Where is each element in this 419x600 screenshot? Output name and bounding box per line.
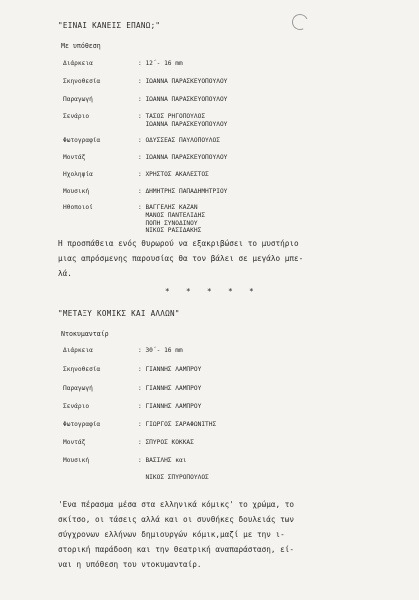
credit-row: Σενάριο : ΤΑΣΟΣ ΡΗΓΟΠΟΥΛΟΣ ΙΩΑΝΝΑ ΠΑΡΑΣΚΕΥΟΠΟΥΛΟΥ [63, 113, 228, 128]
synopsis-line: ναι η υπόθεση του ντοκυμανταίρ. [58, 560, 202, 569]
film-title-2: "ΜΕΤΑΞΥ ΚΟΜΙΚΣ ΚΑΙ ΑΛΛΩΝ" [58, 309, 180, 318]
credit-name: 12΄- 16 mm [145, 60, 183, 67]
credit-row: Μουσική : ΔΗΜΗΤΡΗΣ ΠΑΠΑΔΗΜΗΤΡΙΟΥ [63, 188, 228, 195]
synopsis-line: στορική παράδοση και την θεατρική αναπαράσταση, εί- [58, 545, 295, 554]
credit-row: Φωτογραφία : ΟΔΥΣΣΕΑΣ ΠΑΥΛΟΠΟΥΛΟΣ [63, 137, 220, 144]
credit-name: ΓΙΑΝΝΗΣ ΛΑΜΠΡΟΥ [145, 385, 202, 392]
synopsis-line: 'Ενα πέρασμα μέσα στα ελληνικά κόμικς' το χρώμα, το [58, 500, 295, 509]
credit-name: ΙΩΑΝΝΑ ΠΑΡΑΣΚΕΥΟΠΟΥΛΟΥ [145, 96, 228, 103]
film-subtitle-2: Ντοκυμανταίρ [61, 330, 109, 338]
credit-name: ΙΩΑΝΝΑ ΠΑΡΑΣΚΕΥΟΠΟΥΛΟΥ [145, 154, 228, 161]
credit-name: ΙΩΑΝΝΑ ΠΑΡΑΣΚΕΥΟΠΟΥΛΟΥ [145, 78, 228, 85]
credit-name: ΧΡΗΣΤΟΣ ΑΚΑΛΕΣΤΟΣ [145, 171, 209, 178]
credit-name: ΔΗΜΗΤΡΗΣ ΠΑΠΑΔΗΜΗΤΡΙΟΥ [145, 188, 228, 195]
credit-name: ΒΑΓΓΕΛΗΣ ΚΑΖΑΝ [145, 204, 198, 211]
credit-name: ΝΙΚΟΣ ΡΑΣΙΔΑΚΗΣ [145, 227, 202, 235]
credit-role: Σενάριο [63, 113, 90, 120]
credit-row: Σκηνοθεσία : ΓΙΑΝΝΗΣ ΛΑΜΠΡΟΥ [63, 366, 202, 373]
credit-row: Μουσική : ΒΑΣΙΛΗΣ και ΝΙΚΟΣ ΣΠΥΡΟΠΟΥΛΟΣ [63, 457, 209, 481]
credit-role: Παραγωγή [63, 96, 93, 103]
credit-role: Φωτογραφία [63, 137, 101, 144]
credit-row: Μοντάζ : ΙΩΑΝΝΑ ΠΑΡΑΣΚΕΥΟΠΟΥΛΟΥ [63, 154, 228, 161]
credit-name: ΝΙΚΟΣ ΣΠΥΡΟΠΟΥΛΟΣ [145, 473, 209, 481]
credit-name: ΤΑΣΟΣ ΡΗΓΟΠΟΥΛΟΣ [145, 113, 206, 120]
credit-name: ΟΔΥΣΣΕΑΣ ΠΑΥΛΟΠΟΥΛΟΣ [145, 137, 220, 144]
credit-name: ΒΑΣΙΛΗΣ και [145, 457, 187, 464]
credit-name: ΓΙΩΡΓΟΣ ΣΑΡΑΦΩΝΙΤΗΣ [145, 421, 217, 428]
film-subtitle-1: Με υπόθεση [61, 42, 101, 50]
credit-row: Παραγωγή : ΓΙΑΝΝΗΣ ΛΑΜΠΡΟΥ [63, 385, 202, 392]
synopsis-line: λά. [58, 269, 72, 278]
synopsis-paragraph-1 [58, 236, 378, 281]
credit-name: ΙΩΑΝΝΑ ΠΑΡΑΣΚΕΥΟΠΟΥΛΟΥ [145, 120, 228, 128]
credit-row: Διάρκεια : 30΄- 16 mm [63, 347, 183, 354]
credit-role: Ηχοληψία [63, 171, 93, 178]
credit-role: Μοντάζ [63, 154, 86, 161]
credit-role: Μουσική [63, 188, 90, 195]
credit-role: Σκηνοθεσία [63, 366, 101, 373]
credit-row: Σκηνοθεσία : ΙΩΑΝΝΑ ΠΑΡΑΣΚΕΥΟΠΟΥΛΟΥ [63, 78, 228, 85]
credit-role: Σενάριο [63, 403, 90, 410]
credit-name: ΓΙΑΝΝΗΣ ΛΑΜΠΡΟΥ [145, 403, 202, 410]
synopsis-line: μιας απρόσμενης παρουσίας θα τον βάλει σε μεγάλο μπε- [58, 254, 304, 263]
punch-hole-mark [290, 12, 311, 33]
synopsis-paragraph-2 [58, 497, 378, 572]
credit-name: ΜΑΝΟΣ ΠΑΝΤΕΛΙΔΗΣ [145, 211, 206, 219]
credit-name: ΣΠΥΡΟΣ ΚΟΚΚΑΣ [145, 439, 194, 446]
credit-role: Διάρκεια [63, 60, 93, 67]
credit-row: Παραγωγή : ΙΩΑΝΝΑ ΠΑΡΑΣΚΕΥΟΠΟΥΛΟΥ [63, 96, 228, 103]
synopsis-line: Η προσπάθεια ενός θυρωρού να εξακριβώσει το μυστήριο [58, 239, 299, 248]
film-title-1: "ΕΙΝΑΙ ΚΑΝΕΙΣ ΕΠΑΝΩ;" [58, 21, 161, 30]
credit-role: Μοντάζ [63, 439, 86, 446]
credit-row: Φωτογραφία : ΓΙΩΡΓΟΣ ΣΑΡΑΦΩΝΙΤΗΣ [63, 421, 217, 428]
credit-row: Μοντάζ : ΣΠΥΡΟΣ ΚΟΚΚΑΣ [63, 439, 194, 446]
synopsis-line: σκίτσο, οι τάσεις αλλά και οι συνθήκες δουλειάς των [58, 515, 295, 524]
section-divider-stars: * * * * * [165, 287, 260, 296]
credit-name: ΠΟΠΗ ΣΥΝΟΔΙΝΟΥ [145, 219, 198, 227]
credit-name: 30΄- 16 mm [145, 347, 183, 354]
credit-role: Παραγωγή [63, 385, 93, 392]
credit-row: Σενάριο : ΓΙΑΝΝΗΣ ΛΑΜΠΡΟΥ [63, 403, 202, 410]
credit-role: Ηθοποιοί [63, 204, 93, 211]
credit-name: ΓΙΑΝΝΗΣ ΛΑΜΠΡΟΥ [145, 366, 202, 373]
credit-role: Μουσική [63, 457, 90, 464]
credit-role: Σκηνοθεσία [63, 78, 101, 85]
credit-row: Ηθοποιοί : ΒΑΓΓΕΛΗΣ ΚΑΖΑΝ ΜΑΝΟΣ ΠΑΝΤΕΛΙΔΗΣ ΠΟΠΗ ΣΥΝΟΔΙΝΟΥ ΝΙΚΟΣ ΡΑΣΙΔΑΚΗΣ [63, 204, 206, 235]
credit-row: Διάρκεια : 12΄- 16 mm [63, 60, 183, 67]
credit-row: Ηχοληψία : ΧΡΗΣΤΟΣ ΑΚΑΛΕΣΤΟΣ [63, 171, 209, 178]
credit-role: Διάρκεια [63, 347, 93, 354]
synopsis-line: σύγχρονων ελλήνων δημιουργών κόμικ,μαζί με την ι- [58, 530, 285, 539]
credit-role: Φωτογραφία [63, 421, 101, 428]
